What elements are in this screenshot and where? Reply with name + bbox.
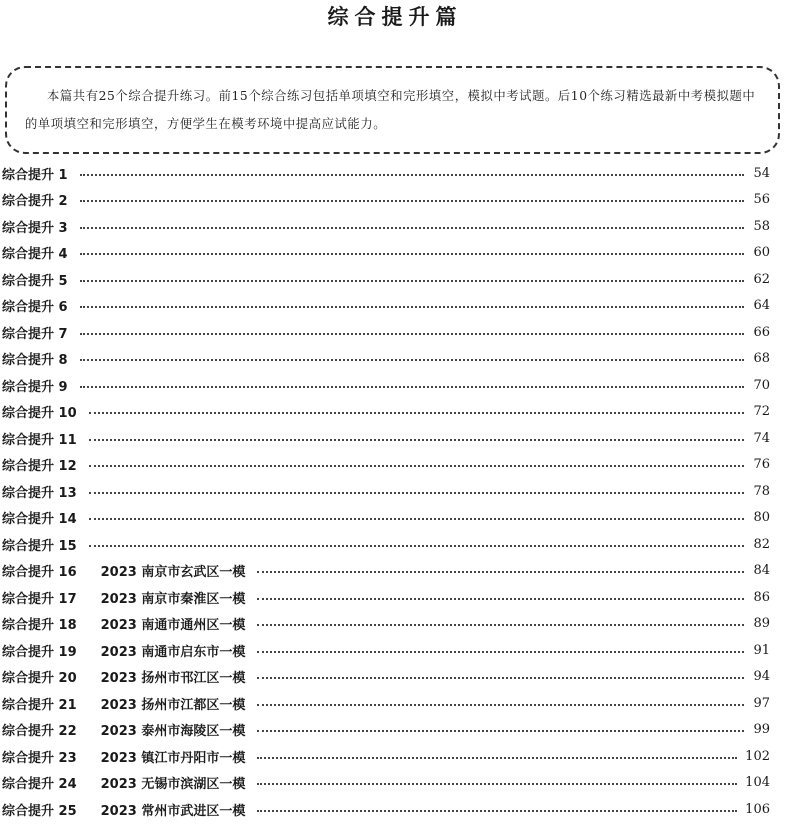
toc-entry[interactable] [0, 452, 790, 479]
toc-entry-label: 综合提升 5 [2, 273, 68, 289]
toc-entry-label: 综合提升 21 [2, 697, 77, 713]
toc-entry-label: 综合提升 2 [2, 194, 68, 210]
dot-leader [89, 492, 744, 494]
toc-entry-label: 综合提升 10 [2, 406, 77, 422]
dot-leader [257, 598, 744, 600]
dot-leader [80, 359, 744, 361]
toc-entry-page-number: 70 [753, 377, 770, 393]
toc-entry-label: 综合提升 17 [2, 591, 77, 607]
toc-entry-page-number: 89 [753, 616, 770, 632]
dot-leader [257, 810, 737, 812]
toc-entry-label: 综合提升 1 [2, 167, 68, 183]
dot-leader [89, 518, 744, 520]
toc-entry-page-number: 74 [753, 430, 770, 446]
toc-entry-page-number: 78 [753, 483, 770, 499]
toc-entry[interactable] [0, 770, 790, 797]
toc-entry-label: 综合提升 3 [2, 220, 68, 236]
toc-entry-label: 综合提升 9 [2, 379, 68, 395]
toc-entry-label: 综合提升 11 [2, 432, 77, 448]
toc-entry-subtitle: 2023 南通市启东市一模 [100, 644, 246, 660]
intro-frame [5, 66, 780, 154]
toc-entry[interactable] [0, 611, 790, 638]
dot-leader [80, 253, 744, 255]
toc-entry[interactable] [0, 690, 790, 717]
toc-entry[interactable] [0, 584, 790, 611]
toc-entry[interactable] [0, 187, 790, 214]
toc-entry[interactable] [0, 293, 790, 320]
toc-entry-label: 综合提升 4 [2, 247, 68, 263]
dot-leader [89, 465, 744, 467]
toc-entry-page-number: 91 [753, 642, 770, 658]
intro-text: 本篇共有25个综合提升练习。前15个综合练习包括单项填空和完形填空，模拟中考试题。后10个练习精选最新中考模拟题中的单项填空和完形填空，方便学生在模考环境中提高应试能力。 [25, 89, 756, 131]
toc-entry[interactable] [0, 399, 790, 426]
toc-entry-page-number: 86 [753, 589, 770, 605]
dot-leader [89, 412, 744, 414]
toc-entry-page-number: 97 [753, 695, 770, 711]
toc-entry-page-number: 58 [753, 218, 770, 234]
toc-entry-label: 综合提升 20 [2, 671, 77, 687]
toc-entry-page-number: 99 [753, 722, 770, 738]
toc-entry-page-number: 106 [745, 801, 770, 817]
toc-entry-page-number: 102 [745, 748, 770, 764]
toc-entry-label: 综合提升 22 [2, 724, 77, 740]
toc-entry[interactable] [0, 505, 790, 532]
toc-entry-label: 综合提升 15 [2, 538, 77, 554]
toc-entry-subtitle: 2023 南京市秦淮区一模 [100, 591, 246, 607]
page-title: 综合提升篇 [327, 5, 463, 29]
toc-entry-page-number: 80 [753, 510, 770, 526]
toc-entry[interactable] [0, 743, 790, 770]
toc-entry-label: 综合提升 24 [2, 777, 77, 793]
toc-entry[interactable] [0, 478, 790, 505]
toc-entry[interactable] [0, 319, 790, 346]
toc-entry-subtitle: 2023 南通市通州区一模 [100, 618, 246, 634]
toc-entry-label: 综合提升 16 [2, 565, 77, 581]
dot-leader [257, 677, 744, 679]
dot-leader [80, 227, 744, 229]
toc-entry-subtitle: 2023 常州市武进区一模 [100, 803, 246, 819]
toc-entry[interactable] [0, 717, 790, 744]
dot-leader [80, 306, 744, 308]
toc-entry-page-number: 104 [745, 775, 770, 791]
toc-entry[interactable] [0, 240, 790, 267]
toc-entry-label: 综合提升 7 [2, 326, 68, 342]
toc-entry-page-number: 62 [753, 271, 770, 287]
dot-leader [257, 730, 744, 732]
toc-entry-page-number: 64 [753, 298, 770, 314]
dot-leader [80, 174, 744, 176]
toc-entry-page-number: 84 [753, 563, 770, 579]
dot-leader [257, 783, 737, 785]
toc-entry-label: 综合提升 18 [2, 618, 77, 634]
dot-leader [257, 757, 737, 759]
toc-entry-page-number: 60 [753, 245, 770, 261]
toc-entry-page-number: 66 [753, 324, 770, 340]
toc-entry-subtitle: 2023 扬州市邗江区一模 [100, 671, 246, 687]
toc-entry[interactable] [0, 213, 790, 240]
toc-entry[interactable] [0, 531, 790, 558]
toc-entry[interactable] [0, 637, 790, 664]
toc-entry[interactable] [0, 160, 790, 187]
toc-entry-subtitle: 2023 南京市玄武区一模 [100, 565, 246, 581]
toc-entry-page-number: 82 [753, 536, 770, 552]
toc-entry-page-number: 68 [753, 351, 770, 367]
toc-entry-label: 综合提升 13 [2, 485, 77, 501]
toc-entry-subtitle: 2023 泰州市海陵区一模 [100, 724, 246, 740]
toc-entry-page-number: 56 [753, 192, 770, 208]
toc-entry-page-number: 76 [753, 457, 770, 473]
table-of-contents [0, 160, 790, 823]
dot-leader [80, 386, 744, 388]
toc-entry[interactable] [0, 796, 790, 823]
dot-leader [80, 200, 744, 202]
toc-entry-label: 综合提升 14 [2, 512, 77, 528]
toc-entry[interactable] [0, 266, 790, 293]
dot-leader [257, 651, 744, 653]
toc-entry-label: 综合提升 12 [2, 459, 77, 475]
dot-leader [257, 704, 744, 706]
toc-entry[interactable] [0, 425, 790, 452]
toc-entry-label: 综合提升 23 [2, 750, 77, 766]
toc-entry-page-number: 72 [753, 404, 770, 420]
toc-entry-label: 综合提升 8 [2, 353, 68, 369]
toc-entry-label: 综合提升 25 [2, 803, 77, 819]
dot-leader [257, 624, 744, 626]
dot-leader [257, 571, 744, 573]
dot-leader [89, 545, 744, 547]
toc-entry[interactable] [0, 372, 790, 399]
toc-entry-page-number: 94 [753, 669, 770, 685]
toc-entry-page-number: 54 [753, 165, 770, 181]
dot-leader [80, 280, 744, 282]
toc-entry-subtitle: 2023 扬州市江都区一模 [100, 697, 246, 713]
dot-leader [80, 333, 744, 335]
toc-entry-subtitle: 2023 无锡市滨湖区一模 [100, 777, 246, 793]
dot-leader [89, 439, 744, 441]
toc-entry-subtitle: 2023 镇江市丹阳市一模 [100, 750, 246, 766]
toc-entry[interactable] [0, 558, 790, 585]
toc-entry[interactable] [0, 346, 790, 373]
toc-entry-label: 综合提升 6 [2, 300, 68, 316]
toc-entry[interactable] [0, 664, 790, 691]
toc-entry-label: 综合提升 19 [2, 644, 77, 660]
